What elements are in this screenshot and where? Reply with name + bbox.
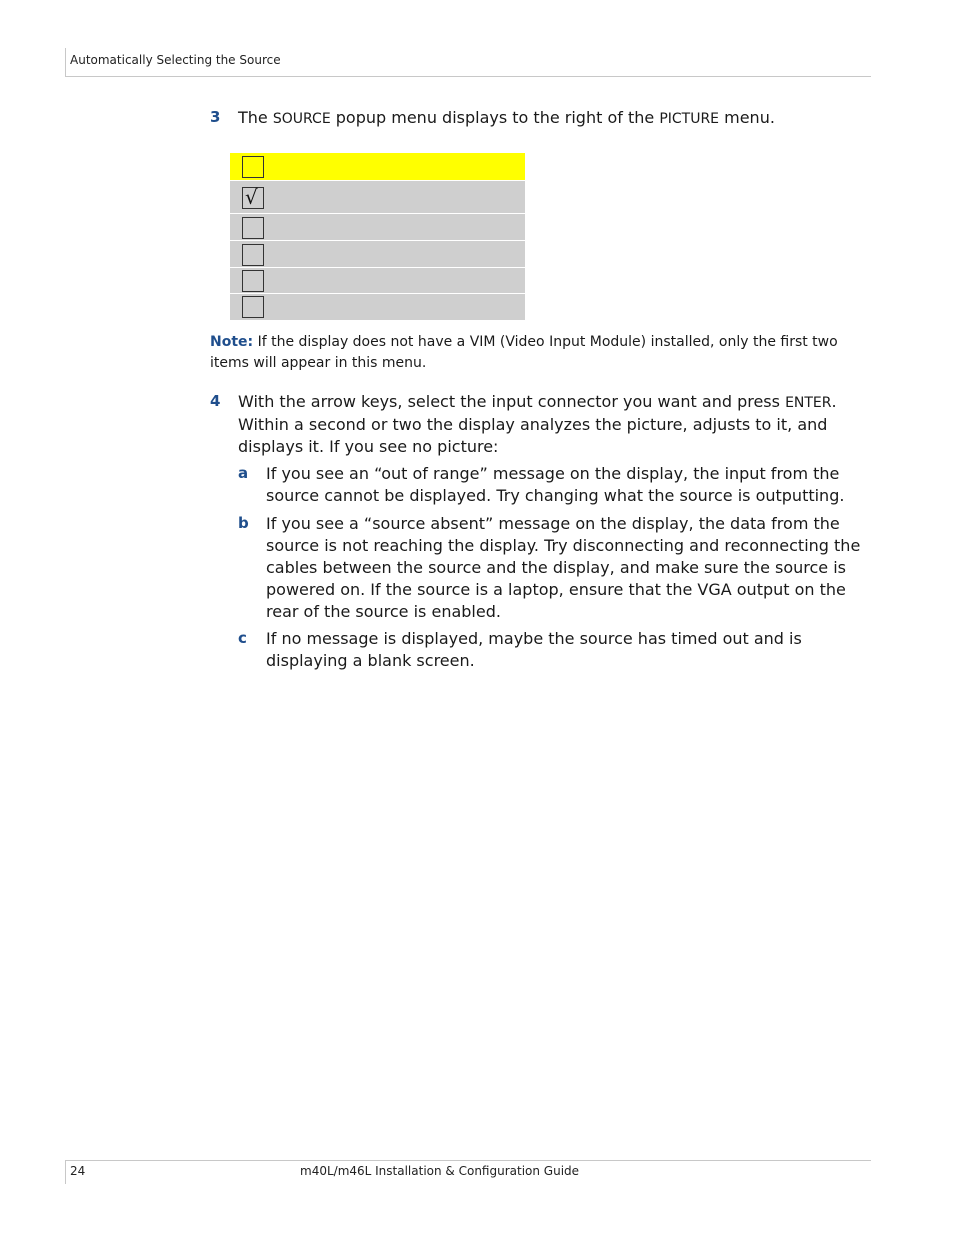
step-3-text bbox=[238, 107, 858, 130]
note-text: If the display does not have a VIM (Video Input Module) installed, only the first two items will appear in this menu. bbox=[210, 334, 838, 371]
source-menu-name: SOURCE bbox=[272, 111, 331, 127]
checkbox-icon bbox=[242, 156, 264, 178]
step-4-number: 4 bbox=[210, 392, 221, 410]
source-menu-illustration bbox=[230, 153, 525, 320]
picture-menu-name: PICTURE bbox=[659, 111, 720, 127]
checkbox-icon bbox=[242, 217, 264, 239]
substep-b-letter: b bbox=[238, 514, 249, 532]
checkbox-icon bbox=[242, 296, 264, 318]
substep-c-text: If no message is displayed, maybe the source has timed out and is displaying a blank screen. bbox=[266, 629, 802, 670]
checkbox-icon bbox=[242, 270, 264, 292]
menu-item-4 bbox=[230, 240, 525, 267]
note-label: Note: bbox=[210, 334, 254, 350]
substep-a-letter: a bbox=[238, 464, 249, 482]
step-3-text-before: The bbox=[238, 108, 268, 127]
checked-checkbox-icon bbox=[242, 187, 264, 209]
checkmark-icon: √ bbox=[245, 185, 258, 209]
step-4-period: . bbox=[831, 392, 837, 411]
step-3-number: 3 bbox=[210, 108, 221, 126]
menu-item-5 bbox=[230, 267, 525, 293]
running-footer bbox=[65, 1160, 871, 1184]
step-4-text bbox=[238, 391, 870, 458]
running-header bbox=[65, 48, 871, 77]
step-3-text-after: menu. bbox=[724, 108, 775, 127]
step-4-text-rest: Within a second or two the display analyzes the picture, adjusts to it, and displays it. If you see no picture: bbox=[238, 415, 828, 456]
menu-item-6 bbox=[230, 293, 525, 320]
footer-doc-title: m40L/m46L Installation & Configuration Guide bbox=[300, 1164, 580, 1178]
header-title: Automatically Selecting the Source bbox=[70, 53, 281, 67]
page-number: 24 bbox=[70, 1164, 86, 1178]
enter-key: ENTER bbox=[785, 395, 832, 411]
note bbox=[210, 332, 860, 374]
substep-c-letter: c bbox=[238, 629, 247, 647]
substep-b-text: If you see a “source absent” message on the display, the data from the source is not reaching the display. Try disconnecting and reconnecting the cables between the source and the display, and make sure the source is powered on. If the source is a laptop, ensure that the VGA output on the rear of the source is enabled. bbox=[266, 514, 861, 621]
menu-item-3 bbox=[230, 213, 525, 240]
step-3-text-middle: popup menu displays to the right of the bbox=[335, 108, 655, 127]
menu-item-1 bbox=[230, 153, 525, 180]
menu-item-2 bbox=[230, 180, 525, 213]
step-4-text-before: With the arrow keys, select the input connector you want and press bbox=[238, 392, 780, 411]
checkbox-icon bbox=[242, 244, 264, 266]
substep-a-text: If you see an “out of range” message on the display, the input from the source cannot be displayed. Try changing what the source is outputting. bbox=[266, 464, 845, 505]
